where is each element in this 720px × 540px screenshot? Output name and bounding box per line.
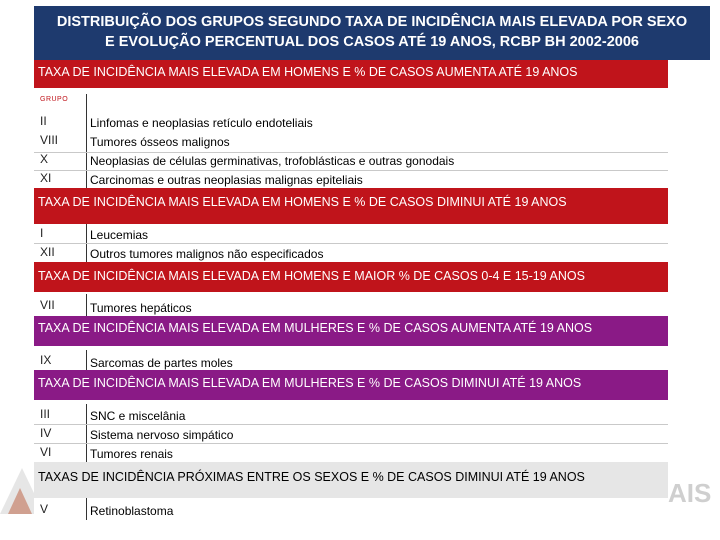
group-code: XI bbox=[40, 171, 52, 185]
title-line-2: E EVOLUÇÃO PERCENTUAL DOS CASOS ATÉ 19 ANOS, RCBP BH 2002-2006 bbox=[105, 34, 639, 50]
group-code: V bbox=[40, 502, 49, 516]
group-description: Sarcomas de partes moles bbox=[90, 356, 233, 370]
group-code: VI bbox=[40, 445, 52, 459]
row-divider bbox=[34, 170, 668, 171]
section-header: TAXA DE INCIDÊNCIA MAIS ELEVADA EM HOMENS E % DE CASOS AUMENTA ATÉ 19 ANOS bbox=[34, 58, 668, 88]
group-description: Leucemias bbox=[90, 228, 149, 242]
group-code: XII bbox=[40, 245, 55, 259]
background-triangle-accent bbox=[8, 488, 32, 514]
row-divider bbox=[34, 424, 668, 425]
row-divider bbox=[34, 443, 668, 444]
column-divider bbox=[86, 404, 87, 462]
group-description: Tumores renais bbox=[90, 447, 173, 461]
page-title bbox=[34, 6, 710, 60]
group-code: III bbox=[40, 407, 51, 421]
section-header: TAXA DE INCIDÊNCIA MAIS ELEVADA EM HOMENS E MAIOR % DE CASOS 0-4 E 15-19 ANOS bbox=[34, 262, 668, 292]
group-description: Neoplasias de células germinativas, trofoblásticas e outras gonodais bbox=[90, 154, 455, 168]
section-header: TAXA DE INCIDÊNCIA MAIS ELEVADA EM MULHERES E % DE CASOS AUMENTA ATÉ 19 ANOS bbox=[34, 316, 668, 346]
column-divider bbox=[86, 498, 87, 520]
group-code: IX bbox=[40, 353, 52, 367]
group-description: Linfomas e neoplasias retículo endoteliais bbox=[90, 116, 313, 130]
column-divider bbox=[86, 94, 87, 188]
group-code: X bbox=[40, 152, 49, 166]
group-description: Tumores hepáticos bbox=[90, 301, 192, 315]
column-divider bbox=[86, 350, 87, 372]
row-divider bbox=[34, 152, 668, 153]
group-description: Outros tumores malignos não especificados bbox=[90, 247, 324, 261]
group-description: Sistema nervoso simpático bbox=[90, 428, 234, 442]
group-description: Tumores ósseos malignos bbox=[90, 135, 230, 149]
group-code: II bbox=[40, 114, 47, 128]
group-code: I bbox=[40, 226, 44, 240]
section-header: TAXA DE INCIDÊNCIA MAIS ELEVADA EM MULHERES E % DE CASOS DIMINUI ATÉ 19 ANOS bbox=[34, 370, 668, 400]
group-code: VIII bbox=[40, 133, 59, 147]
group-description: SNC e miscelânia bbox=[90, 409, 186, 423]
group-description: Retinoblastoma bbox=[90, 504, 174, 518]
column-divider bbox=[86, 294, 87, 316]
groups-table bbox=[34, 58, 668, 540]
background-logo-fragment: AIS bbox=[668, 478, 712, 508]
section-header: TAXAS DE INCIDÊNCIA PRÓXIMAS ENTRE OS SEXOS E % DE CASOS DIMINUI ATÉ 19 ANOS bbox=[34, 462, 668, 498]
section-header: TAXA DE INCIDÊNCIA MAIS ELEVADA EM HOMENS E % DE CASOS DIMINUI ATÉ 19 ANOS bbox=[34, 188, 668, 224]
group-code: IV bbox=[40, 426, 52, 440]
row-divider bbox=[34, 243, 668, 244]
group-column-label: GRUPO bbox=[40, 96, 69, 103]
title-line-1: DISTRIBUIÇÃO DOS GRUPOS SEGUNDO TAXA DE INCIDÊNCIA MAIS ELEVADA POR SEXO bbox=[56, 14, 688, 30]
group-code: VII bbox=[40, 298, 55, 312]
group-description: Carcinomas e outras neoplasias malignas epiteliais bbox=[90, 173, 363, 187]
